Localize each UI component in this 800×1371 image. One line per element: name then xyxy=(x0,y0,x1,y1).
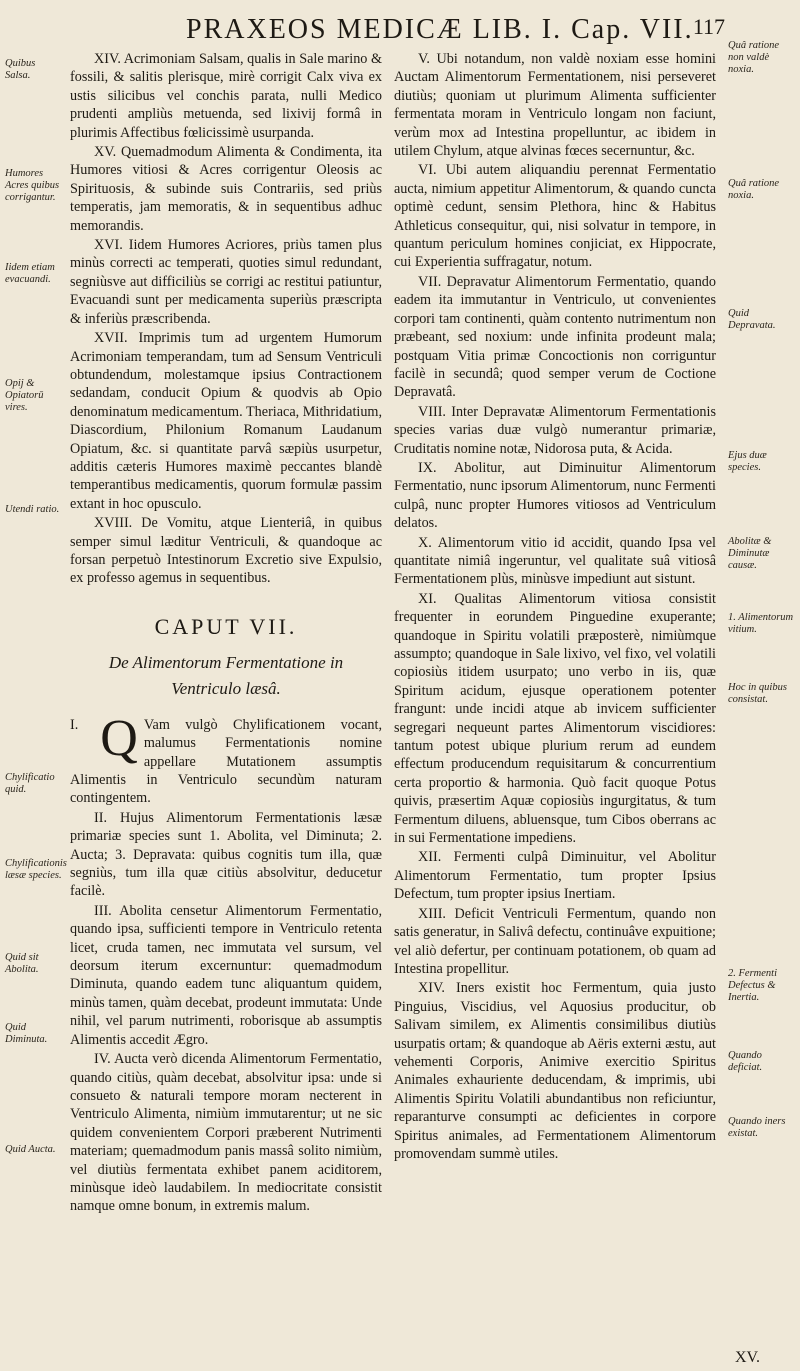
paragraph-xvii: XVII. Imprimis tum ad urgentem Humorum Acrimoniam temperandam, tum ad Sensum Ventriculi obtundendum, molestamque ipsius Contractionem sedandam, conducit Opium & quodvis ab Opio denominatum medicamentum. Theriaca, Mithridatium, Diascordium, Philonium Romanum Laudanum Opiatum, &c. si quantitate parvâ sæpiùs usurpetur, additis cæteris Humores maximè peccantes blandè temperantibus medicamentis, quorum formulæ passim extant in hoc opusculo. xyxy=(70,330,382,512)
margin-note: Opij & Opiatorū vires. xyxy=(5,378,44,413)
drop-cap: Q xyxy=(100,709,138,767)
margin-note: 1. Alimentorum vitium. xyxy=(728,612,794,635)
right-margin-notes xyxy=(728,0,794,1371)
left-margin-notes xyxy=(5,0,67,1371)
paragraph-xi: XI. Qualitas Alimentorum vitiosa consistit frequenter in eorundem Pinguedine exuperante; quandoque in Spiritu volatili præposterè, nimiùmque assumpto; quandoque in Sale lixivo, vel fixo, vel volatili copiosiùs itidem usurpato; uno verbo in iis, quæ Spiritum acidum, ejusque operationem potenter frangunt: unde incidi atque ab invicem sufficienter segregari nequeunt partes Alimentorum viscidiores: tantum potest ubique plurium rerum ad eundem effectum producendum requisitarum & concurrentium certa proportio & harmonia. Quò facit quoque Potus quivis, præsertim Aquæ copiosiùs ingurgitatus, & tum Fermentum diluens, abluensque, tum Cibos oberrans ac in sui Fermentatione impediens. xyxy=(394,590,716,847)
paragraph-ix: IX. Abolitur, aut Diminuitur Alimentorum Fermentatio, nunc ipsorum Alimentorum, nunc Fermenti culpâ, nunc propter Humores vitiosos ad Ventriculum delatos. xyxy=(394,459,716,532)
chapter-subtitle xyxy=(70,650,382,702)
margin-note: Quando iners existat. xyxy=(728,1116,786,1139)
margin-note: Hoc in quibus consistat. xyxy=(728,682,787,705)
chapter-subtitle-line1: De Alimentorum Fermentatione in xyxy=(108,652,344,672)
paragraph-i-number: I. xyxy=(70,716,79,733)
paragraph-xiv-right: XIV. Iners existit hoc Fermentum, quia justo Pinguius, Viscidius, vel Aquosius producitur, ob Salivam similem, ex Alimentis consimilibus diutiùs usurpatis ortam; & quandoque ab Aëris externi æstu, aut vehementi Corporis, Animive exercitio Spiritus Animales exhauriente deducendam, & imprimis, ubi Alimentis Spiritu Volatili abundantibus non reficiuntur, reparanturve consumpti ac deficientes in corpore Spiritus animales, ad Fermentationem Alimentorum promovendam summè utiles. xyxy=(394,980,716,1162)
page-number: 117 xyxy=(692,14,725,39)
margin-note: Quid Aucta. xyxy=(5,1144,56,1155)
paragraph-iii: III. Abolita censetur Alimentorum Fermentatio, quando ipsa, sufficienti tempore in Ventriculo retenta licet, cruda tamen, nec immutata vel sursum, vel deorsum iterum excernuntur: quemadmodum Diminuta, quando eadem tunc aliquantum quidem, minùs tamen, quàm decebat, prodeunt immutata: Unde nihil, vel parum nutrimenti, roborisque ab assumptis Alimentis accedit Ægro. xyxy=(70,902,382,1048)
left-column xyxy=(70,50,382,1217)
margin-note: Quid Depravata. xyxy=(728,308,776,331)
margin-note: Quâ ratione non valdè noxia. xyxy=(728,40,780,75)
paragraph-i xyxy=(70,709,382,808)
paragraph-vii: VII. Depravatur Alimentorum Fermentatio, quando eadem ita immutantur in Ventriculo, ut convenientes corpori tam continenti, quàm contento nutrimentum non præbeant, sed noxium: unde infinita prodeunt mala; postquam Vitia primæ Concoctionis non corriguntur facilè in secundâ; quod semper verum de Coctione Depravatâ. xyxy=(394,273,716,401)
paragraph-xii: XII. Fermenti culpâ Diminuitur, vel Abolitur Alimentorum Fermentatio, tum propter Ipsius Defectum, tum propter ipsius Inertiam. xyxy=(394,849,716,903)
margin-note: Ejus duæ species. xyxy=(728,450,767,473)
margin-note: Abolitæ & Diminutæ causæ. xyxy=(728,536,772,571)
paragraph-xvi: XVI. Iidem Humores Acriores, priùs tamen plus minùs correcti ac temperati, quoties simul redundant, segniùsve aut difficiliùs se corrigi ac restitui patiuntur, Evacuandi sunt per medicamenta superiùs præscripta & inferiùs præscribenda. xyxy=(70,237,382,327)
paragraph-viii: VIII. Inter Depravatæ Alimentorum Fermentationis species varias duæ vulgò numerantur primariæ, Cruditatis nomine notæ, Nidorosa puta, & Acida. xyxy=(394,403,716,457)
margin-note: 2. Fermenti Defectus & Inertia. xyxy=(728,968,777,1003)
margin-note: Humores Acres quibus corrigantur. xyxy=(5,168,60,203)
running-title: PRAXEOS MEDICÆ LIB. I. Cap. VII. xyxy=(186,14,694,45)
chapter-heading: CAPUT VII. xyxy=(154,613,298,639)
paragraph-iv: IV. Aucta verò dicenda Alimentorum Fermentatio, quando citiùs, quàm decebat, absolvitur ipsa: unde si consueto & naturali tempore moram necterent in Ventriculo Alimenta, nimiùm immutarentur; ut ne sic quidem convenientem Corpori præberent Nutrimenti materiam; quemadmodum panis massâ solito nimiùm, vel diutiùs fermentata exhibet panem aciditorem, minùsque ideò laudabilem. In mediocritate consistit namque omne bonum, in extremis malum. xyxy=(70,1051,382,1215)
right-column xyxy=(394,50,716,1164)
paragraph-x: X. Alimentorum vitio id accidit, quando Ipsa vel quantitate nimiâ ingeruntur, vel qualitate suâ vitiosâ Fermentationem plùs, minùsve impediunt aut sistunt. xyxy=(394,534,716,588)
paragraph-xviii: XVIII. De Vomitu, atque Lienteriâ, in quibus semper simul læditur Ventriculi, & quandoque ac forsan perpetuò Intestinorum Excretio sive Expulsio, ex professo agemus in sequentibus. xyxy=(70,515,382,587)
page-header xyxy=(60,4,725,44)
margin-note: Iidem etiam evacuandi. xyxy=(5,262,55,285)
catchword: XV. xyxy=(734,1349,760,1366)
margin-note: Chylificationis læsæ species. xyxy=(5,858,67,881)
margin-note: Quando deficiat. xyxy=(728,1050,763,1073)
chapter-subtitle-line2: Ventriculo læsâ. xyxy=(171,678,281,698)
paragraph-v: V. Ubi notandum, non valdè noxiam esse homini Auctam Alimentorum Fermentationem, nisi perseveret diutiùs; quoniam ut plurimum Alimenta sufficienter fermentata moram in Ventriculo longam non faciunt, verùm mox ad Intestina propelluntur, ac ibidem in utilem Chylum, atque alvinas fœces secernuntur, &c. xyxy=(394,51,716,160)
margin-note: Quid Diminuta. xyxy=(5,1022,48,1045)
paragraph-xv: XV. Quemadmodum Alimenta & Condimenta, ita Humores vitiosi & Acres corrigentur Oleosis ac Spirituosis, & subinde suis Contrariis, sed priùs temperatis, jam memoratis, & in sequentibus adhuc memorandis. xyxy=(70,144,382,234)
paragraph-i-text: Vam vulgò Chylificationem vocant, malumus Fermentationis nomine appellare Mutationem assumptis Alimentis in Ventriculo secundùm naturam contingentem. xyxy=(70,716,382,807)
margin-note: Chylificatio quid. xyxy=(5,772,55,795)
margin-note: Quid sit Abolita. xyxy=(5,952,39,975)
margin-note: Quibus Salsa. xyxy=(5,58,36,81)
margin-note: Utendi ratio. xyxy=(5,504,60,515)
paragraph-xiv: XIV. Acrimoniam Salsam, qualis in Sale marino & fossili, & salitis plerisque, mirè corrigit Calx viva ex ustis silicibus vel conchis parata, nulli Medico prudenti ampliùs metuenda, sed lixivij formâ in plurimis Affectibus fœlicissimè usurpanda. xyxy=(70,51,382,141)
paragraph-vi: VI. Ubi autem aliquandiu perennat Fermentatio aucta, nimium appetitur Alimentorum, & quando cuncta optimè cedunt, sensim Plethora, hinc & Habitus Athleticus consequitur, qui, nisi solvatur in tempore, in quantum periculum homines conjiciat, ex Hippocrate, cui Experientia suffragatur, notum. xyxy=(394,162,716,271)
paragraph-ii: II. Hujus Alimentorum Fermentationis læsæ primariæ species sunt 1. Abolita, vel Diminuta; 2. Aucta; 3. Depravata: quibus cognitis tum illa, quæ segniùs, tum illa quæ citiùs absolvitur, deducetur facilè. xyxy=(70,809,382,900)
paragraph-xiii: XIII. Deficit Ventriculi Fermentum, quando non satis generatur, in Salivâ defectu, continuâve expuitione; vel aliò defertur, per continuam potationem, ob quam ad Intestina propellitur. xyxy=(394,905,716,977)
margin-note: Quâ ratione noxia. xyxy=(728,178,780,201)
